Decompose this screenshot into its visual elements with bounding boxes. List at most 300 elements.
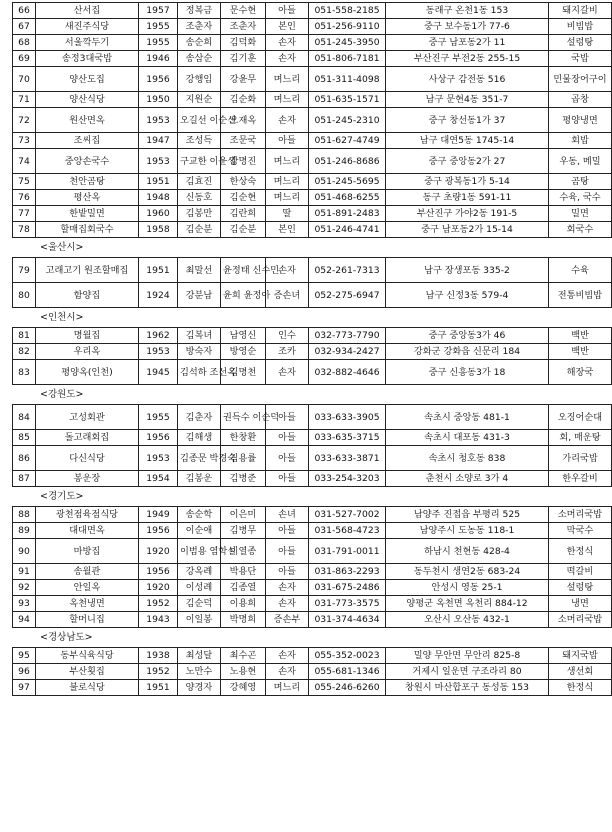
cell-phone: 031-675-2486 (309, 580, 386, 596)
cell-no: 68 (13, 35, 36, 51)
region-heading: <인천시> (40, 312, 84, 323)
cell-owner: 이열종 (221, 539, 266, 564)
cell-phone: 033-254-3203 (309, 471, 386, 487)
cell-address: 중구 남포동2가 15-14 (386, 222, 549, 238)
cell-relation: 며느리 (266, 680, 309, 696)
table-row (13, 283, 612, 308)
table-row (13, 206, 612, 222)
cell-no: 97 (13, 680, 36, 696)
cell-owner: 김순화 (221, 92, 266, 108)
cell-name: 부산횟집 (36, 664, 139, 680)
cell-phone: 051-806-7181 (309, 51, 386, 67)
cell-owner: 한창환 (221, 430, 266, 446)
cell-year: 1962 (139, 328, 178, 344)
cell-phone: 055-246-6260 (309, 680, 386, 696)
cell-menu: 떡갈비 (549, 564, 612, 580)
cell-phone: 051-311-4098 (309, 67, 386, 92)
cell-owner: 이은미 (221, 507, 266, 523)
cell-menu: 냉면 (549, 596, 612, 612)
cell-phone: 055-352-0023 (309, 648, 386, 664)
table-row (13, 108, 612, 133)
cell-owner: 김명천 (221, 360, 266, 385)
cell-owner: 강명진 (221, 149, 266, 174)
cell-founder: 김봉운 (178, 471, 221, 487)
table-row (13, 3, 612, 19)
cell-name: 조씨집 (36, 133, 139, 149)
cell-no: 72 (13, 108, 36, 133)
cell-relation: 인수 (266, 328, 309, 344)
cell-year: 1950 (139, 92, 178, 108)
cell-founder: 조성득 (178, 133, 221, 149)
cell-year: 1953 (139, 108, 178, 133)
cell-menu: 오징어순대 (549, 405, 612, 430)
cell-founder: 강옥례 (178, 564, 221, 580)
cell-owner: 조문국 (221, 133, 266, 149)
cell-founder: 김종문 박경숙 (178, 446, 221, 471)
cell-name: 한밭밀면 (36, 206, 139, 222)
cell-phone: 051-245-3950 (309, 35, 386, 51)
table-row (13, 174, 612, 190)
cell-menu: 민물장어구이 (549, 67, 612, 92)
cell-phone: 052-261-7313 (309, 258, 386, 283)
cell-name: 불로식당 (36, 680, 139, 696)
cell-no: 92 (13, 580, 36, 596)
cell-owner: 강윤무 (221, 67, 266, 92)
cell-year: 1952 (139, 664, 178, 680)
cell-no: 79 (13, 258, 36, 283)
cell-relation: 아들 (266, 133, 309, 149)
cell-address: 하남시 천현동 428-4 (386, 539, 549, 564)
cell-no: 81 (13, 328, 36, 344)
cell-no: 85 (13, 430, 36, 446)
table-row (13, 446, 612, 471)
cell-address: 강화군 강화읍 신문리 184 (386, 344, 549, 360)
cell-year: 1956 (139, 523, 178, 539)
cell-relation: 아들 (266, 523, 309, 539)
cell-menu: 곰탕 (549, 174, 612, 190)
cell-address: 중구 남포동2가 11 (386, 35, 549, 51)
cell-owner: 권득수 이순덕 (221, 405, 266, 430)
cell-relation: 아들 (266, 539, 309, 564)
cell-owner: 김용률 (221, 446, 266, 471)
cell-owner: 오재옥 (221, 108, 266, 133)
cell-menu: 돼지갈비 (549, 3, 612, 19)
cell-year: 1954 (139, 471, 178, 487)
cell-menu: 해장국 (549, 360, 612, 385)
cell-menu: 밀면 (549, 206, 612, 222)
cell-no: 70 (13, 67, 36, 92)
cell-menu: 전통비빔밥 (549, 283, 612, 308)
cell-menu: 생선회 (549, 664, 612, 680)
cell-address: 중구 광복동1가 5-14 (386, 174, 549, 190)
cell-relation: 며느리 (266, 67, 309, 92)
cell-owner: 윤정태 신수민 (221, 258, 266, 283)
cell-address: 중구 중앙동3가 46 (386, 328, 549, 344)
cell-owner: 윤희 윤정아 (221, 283, 266, 308)
cell-owner: 문수현 (221, 3, 266, 19)
cell-year: 1947 (139, 133, 178, 149)
cell-relation: 며느리 (266, 190, 309, 206)
table-row (13, 328, 612, 344)
cell-address: 오산시 오산동 432-1 (386, 612, 549, 628)
cell-address: 양평군 옥천면 옥천리 884-12 (386, 596, 549, 612)
cell-relation: 손자 (266, 51, 309, 67)
cell-year: 1949 (139, 507, 178, 523)
cell-phone: 033-633-3871 (309, 446, 386, 471)
cell-phone: 051-468-6255 (309, 190, 386, 206)
cell-address: 남구 장생포동 335-2 (386, 258, 549, 283)
cell-founder: 김해생 (178, 430, 221, 446)
cell-name: 서울깍두기 (36, 35, 139, 51)
cell-address: 중구 창선동1가 37 (386, 108, 549, 133)
cell-name: 송정3대국밥 (36, 51, 139, 67)
cell-phone: 033-633-3905 (309, 405, 386, 430)
table-row (13, 596, 612, 612)
cell-founder: 노만수 (178, 664, 221, 680)
cell-founder: 김순분 (178, 222, 221, 238)
cell-no: 88 (13, 507, 36, 523)
cell-relation: 아들 (266, 471, 309, 487)
table-row (13, 539, 612, 564)
cell-year: 1920 (139, 580, 178, 596)
cell-relation: 손녀 (266, 507, 309, 523)
cell-menu: 돼지국밥 (549, 648, 612, 664)
cell-relation: 손자 (266, 35, 309, 51)
cell-name: 고성회관 (36, 405, 139, 430)
cell-phone: 051-558-2185 (309, 3, 386, 19)
cell-no: 75 (13, 174, 36, 190)
cell-phone: 051-891-2483 (309, 206, 386, 222)
table-row (13, 92, 612, 108)
cell-year: 1960 (139, 206, 178, 222)
table-row (13, 612, 612, 628)
cell-name: 우리옥 (36, 344, 139, 360)
cell-name: 새진주식당 (36, 19, 139, 35)
cell-relation: 며느리 (266, 174, 309, 190)
cell-no: 89 (13, 523, 36, 539)
cell-name: 봉운장 (36, 471, 139, 487)
cell-address: 안성시 영동 25-1 (386, 580, 549, 596)
cell-founder: 오길선 이순선 (178, 108, 221, 133)
table-row (13, 523, 612, 539)
cell-name: 옥천냉면 (36, 596, 139, 612)
cell-year: 1952 (139, 596, 178, 612)
cell-owner: 조춘자 (221, 19, 266, 35)
cell-founder: 신동호 (178, 190, 221, 206)
cell-phone: 033-635-3715 (309, 430, 386, 446)
cell-no: 76 (13, 190, 36, 206)
cell-founder: 강분남 (178, 283, 221, 308)
cell-relation: 증손부 (266, 612, 309, 628)
cell-address: 밀양 무안면 무안리 825-8 (386, 648, 549, 664)
cell-relation: 손자 (266, 580, 309, 596)
cell-address: 중구 신흥동3가 18 (386, 360, 549, 385)
table-row (13, 51, 612, 67)
cell-address: 부산진구 부전2동 255-15 (386, 51, 549, 67)
restaurant-table (12, 506, 612, 628)
cell-phone: 051-635-1571 (309, 92, 386, 108)
cell-founder: 구교한 이윤생 (178, 149, 221, 174)
cell-name: 양산식당 (36, 92, 139, 108)
cell-phone: 031-791-0011 (309, 539, 386, 564)
cell-phone: 051-245-2310 (309, 108, 386, 133)
cell-menu: 곱창 (549, 92, 612, 108)
cell-address: 남양주 진접읍 부평리 525 (386, 507, 549, 523)
cell-address: 사상구 감전동 516 (386, 67, 549, 92)
cell-owner: 한상숙 (221, 174, 266, 190)
cell-relation: 손자 (266, 648, 309, 664)
cell-owner: 최수곤 (221, 648, 266, 664)
cell-address: 남구 신정3동 579-4 (386, 283, 549, 308)
cell-address: 남양주시 도농동 118-1 (386, 523, 549, 539)
table-row (13, 133, 612, 149)
cell-owner: 김란희 (221, 206, 266, 222)
cell-phone: 051-246-8686 (309, 149, 386, 174)
cell-owner: 이용희 (221, 596, 266, 612)
cell-no: 95 (13, 648, 36, 664)
cell-relation: 딸 (266, 206, 309, 222)
cell-founder: 방숙자 (178, 344, 221, 360)
cell-founder: 조춘자 (178, 19, 221, 35)
cell-address: 남구 문현4동 351-7 (386, 92, 549, 108)
cell-name: 명월집 (36, 328, 139, 344)
cell-name: 함양집 (36, 283, 139, 308)
cell-name: 천안곰탕 (36, 174, 139, 190)
cell-year: 1953 (139, 149, 178, 174)
cell-no: 71 (13, 92, 36, 108)
cell-year: 1946 (139, 51, 178, 67)
cell-year: 1951 (139, 680, 178, 696)
cell-address: 속초시 청호동 838 (386, 446, 549, 471)
cell-no: 96 (13, 664, 36, 680)
cell-relation: 아들 (266, 564, 309, 580)
cell-menu: 비빔밥 (549, 19, 612, 35)
cell-no: 66 (13, 3, 36, 19)
cell-menu: 막국수 (549, 523, 612, 539)
cell-founder: 김봉만 (178, 206, 221, 222)
cell-name: 양산도집 (36, 67, 139, 92)
cell-menu: 회국수 (549, 222, 612, 238)
cell-phone: 051-256-9110 (309, 19, 386, 35)
cell-year: 1953 (139, 446, 178, 471)
cell-relation: 며느리 (266, 92, 309, 108)
cell-relation: 손자 (266, 664, 309, 680)
cell-address: 속초시 대포동 431-3 (386, 430, 549, 446)
cell-relation: 조카 (266, 344, 309, 360)
cell-address: 창원시 마산합포구 동성동 153 (386, 680, 549, 696)
cell-founder: 이범용 염학실 (178, 539, 221, 564)
cell-owner: 남영신 (221, 328, 266, 344)
cell-year: 1955 (139, 35, 178, 51)
cell-phone: 055-681-1346 (309, 664, 386, 680)
cell-year: 1956 (139, 564, 178, 580)
table-row (13, 680, 612, 696)
cell-founder: 이일봉 (178, 612, 221, 628)
cell-year: 1924 (139, 283, 178, 308)
cell-menu: 가리국밥 (549, 446, 612, 471)
cell-address: 거제시 일운면 구조라리 80 (386, 664, 549, 680)
cell-menu: 국밥 (549, 51, 612, 67)
cell-no: 78 (13, 222, 36, 238)
cell-address: 남구 대연5동 1745-14 (386, 133, 549, 149)
cell-menu: 우동, 메밀 (549, 149, 612, 174)
cell-relation: 아들 (266, 430, 309, 446)
cell-name: 평산옥 (36, 190, 139, 206)
cell-menu: 수육, 국수 (549, 190, 612, 206)
table-row (13, 19, 612, 35)
cell-menu: 소머리국밥 (549, 507, 612, 523)
cell-founder: 정복금 (178, 3, 221, 19)
cell-founder: 최말선 (178, 258, 221, 283)
cell-no: 80 (13, 283, 36, 308)
cell-founder: 강행임 (178, 67, 221, 92)
cell-address: 동두천시 생연2동 683-24 (386, 564, 549, 580)
cell-year: 1956 (139, 67, 178, 92)
table-row (13, 67, 612, 92)
table-row (13, 35, 612, 51)
table-row (13, 580, 612, 596)
cell-relation: 손자 (266, 360, 309, 385)
cell-founder: 송순학 (178, 507, 221, 523)
cell-owner: 김종열 (221, 580, 266, 596)
cell-no: 84 (13, 405, 36, 430)
cell-name: 할매집회국수 (36, 222, 139, 238)
cell-address: 속초시 중앙동 481-1 (386, 405, 549, 430)
cell-founder: 지원순 (178, 92, 221, 108)
region-heading: <울산시> (40, 242, 84, 253)
table-row (13, 430, 612, 446)
cell-relation: 아들 (266, 405, 309, 430)
cell-menu: 한우갈비 (549, 471, 612, 487)
cell-menu: 소머리국밥 (549, 612, 612, 628)
cell-no: 82 (13, 344, 36, 360)
cell-owner: 방영순 (221, 344, 266, 360)
region-heading: <강원도> (40, 389, 84, 400)
restaurant-table (12, 327, 612, 385)
cell-address: 부산진구 가야2동 191-5 (386, 206, 549, 222)
cell-address: 중구 중앙동2가 27 (386, 149, 549, 174)
cell-name: 원산면옥 (36, 108, 139, 133)
table-row (13, 190, 612, 206)
table-row (13, 648, 612, 664)
cell-no: 94 (13, 612, 36, 628)
cell-menu: 평양냉면 (549, 108, 612, 133)
cell-no: 74 (13, 149, 36, 174)
cell-menu: 백반 (549, 344, 612, 360)
cell-menu: 한정식 (549, 680, 612, 696)
cell-phone: 031-863-2293 (309, 564, 386, 580)
region-heading: <경기도> (40, 491, 84, 502)
cell-owner: 김순현 (221, 190, 266, 206)
cell-phone: 032-773-7790 (309, 328, 386, 344)
cell-phone: 032-882-4646 (309, 360, 386, 385)
cell-founder: 송순희 (178, 35, 221, 51)
table-row (13, 258, 612, 283)
restaurant-table (12, 647, 612, 696)
cell-owner: 김덕화 (221, 35, 266, 51)
region-heading: <경상남도> (40, 632, 93, 643)
cell-no: 77 (13, 206, 36, 222)
cell-address: 동래구 온천1동 153 (386, 3, 549, 19)
cell-founder: 이순애 (178, 523, 221, 539)
cell-phone: 031-374-4634 (309, 612, 386, 628)
cell-founder: 김순덕 (178, 596, 221, 612)
restaurant-table (12, 2, 612, 238)
cell-name: 안일옥 (36, 580, 139, 596)
cell-year: 1955 (139, 405, 178, 430)
cell-phone: 052-275-6947 (309, 283, 386, 308)
cell-menu: 수육 (549, 258, 612, 283)
table-row (13, 222, 612, 238)
cell-relation: 며느리 (266, 149, 309, 174)
cell-founder: 최성달 (178, 648, 221, 664)
cell-phone: 051-246-4741 (309, 222, 386, 238)
cell-relation: 본인 (266, 222, 309, 238)
cell-menu: 회밥 (549, 133, 612, 149)
cell-menu: 설렁탕 (549, 580, 612, 596)
cell-phone: 032-934-2427 (309, 344, 386, 360)
cell-owner: 박용단 (221, 564, 266, 580)
cell-owner: 강혜영 (221, 680, 266, 696)
cell-name: 산서집 (36, 3, 139, 19)
cell-relation: 손자 (266, 258, 309, 283)
table-row (13, 149, 612, 174)
table-row (13, 405, 612, 430)
cell-year: 1948 (139, 190, 178, 206)
cell-menu: 백반 (549, 328, 612, 344)
cell-year: 1951 (139, 174, 178, 190)
cell-no: 93 (13, 596, 36, 612)
cell-founder: 양경자 (178, 680, 221, 696)
table-row (13, 664, 612, 680)
cell-year: 1951 (139, 258, 178, 283)
cell-founder: 김석하 조선옥 (178, 360, 221, 385)
cell-phone: 031-527-7002 (309, 507, 386, 523)
cell-relation: 손자 (266, 108, 309, 133)
cell-owner: 김순분 (221, 222, 266, 238)
cell-phone: 031-568-4723 (309, 523, 386, 539)
cell-founder: 이성례 (178, 580, 221, 596)
cell-year: 1956 (139, 430, 178, 446)
cell-owner: 김병준 (221, 471, 266, 487)
cell-name: 송월관 (36, 564, 139, 580)
cell-no: 83 (13, 360, 36, 385)
cell-relation: 손자 (266, 596, 309, 612)
cell-no: 87 (13, 471, 36, 487)
cell-menu: 설렁탕 (549, 35, 612, 51)
cell-name: 중앙손국수 (36, 149, 139, 174)
cell-address: 춘천시 소양로 3가 4 (386, 471, 549, 487)
cell-founder: 김효진 (178, 174, 221, 190)
cell-year: 1943 (139, 612, 178, 628)
cell-owner: 김병무 (221, 523, 266, 539)
table-row (13, 564, 612, 580)
cell-year: 1958 (139, 222, 178, 238)
table-row (13, 471, 612, 487)
cell-name: 동부식육식당 (36, 648, 139, 664)
cell-menu: 회, 매운탕 (549, 430, 612, 446)
cell-owner: 박명희 (221, 612, 266, 628)
cell-relation: 본인 (266, 19, 309, 35)
cell-address: 동구 초량1동 591-11 (386, 190, 549, 206)
cell-phone: 051-627-4749 (309, 133, 386, 149)
cell-no: 91 (13, 564, 36, 580)
cell-name: 할머니집 (36, 612, 139, 628)
cell-relation: 아들 (266, 446, 309, 471)
restaurant-table (12, 404, 612, 487)
cell-owner: 김기훈 (221, 51, 266, 67)
cell-no: 69 (13, 51, 36, 67)
